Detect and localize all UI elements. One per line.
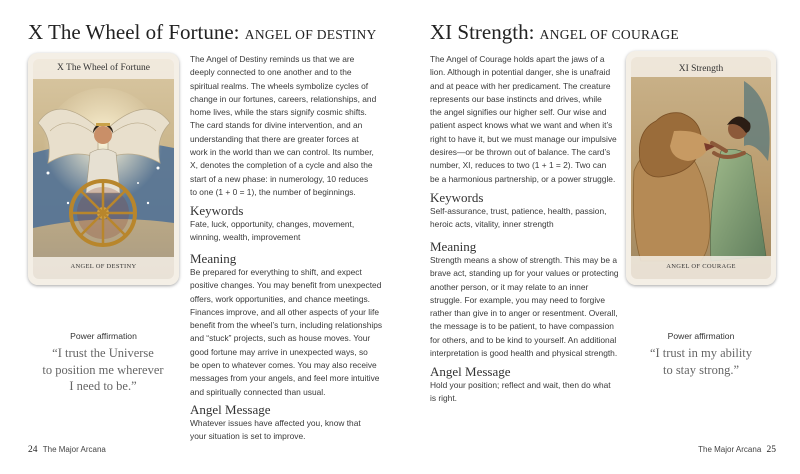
left-keywords-heading: Keywords [190,203,244,218]
card-title-label: X The Wheel of Fortune [56,63,151,73]
right-affirmation-quote: “I trust in my ability to stay strong.” [649,346,753,377]
right-page-footer [686,445,776,455]
left-angel-message-heading: Angel Message [190,402,271,417]
right-keywords-heading: Keywords [430,190,484,205]
right-page-number: 25 [766,445,776,455]
right-keywords-text: Self-assurance, trust, patience, health, passion, heroic acts, vitality, inner strength [430,206,607,230]
right-footer-section: The Major Arcana [698,445,762,454]
left-angel-message-text: Whatever issues have affected you, know that your situation is set to improve. [190,418,361,442]
right-meaning-text: Strength means a show of strength. This may be a brave act, standing up for your values or protecting another person, or it may relate to an inner struggle. For example, you may need to forgive rather than give in to anger or resentment. Overall, the message is to be patient, to have compassion for others, and to be kind to yourself. An additional interpretation is good health and physical strength. [430,255,619,359]
left-meaning-heading: Meaning [190,251,237,266]
left-title-main: X The Wheel of Fortune: [28,20,240,44]
left-footer-section: The Major Arcana [42,445,106,454]
left-page-footer [28,445,106,455]
right-affirmation-label: Power affirmation [667,331,735,341]
left-page-number: 24 [28,445,38,455]
card-bottom-label: ANGEL OF COURAGE [666,263,736,270]
left-keywords-text: Fate, luck, opportunity, changes, movement, winning, wealth, improvement [190,219,355,243]
right-title-main: XI Strength: [430,20,535,44]
left-title-subtitle: ANGEL OF DESTINY [244,27,377,42]
card-title-label: XI Strength [678,64,724,74]
card-bottom-label: ANGEL OF DESTINY [70,263,137,270]
wheel-of-fortune-card [28,53,179,285]
left-page-title [28,20,377,47]
right-intro-paragraph: The Angel of Courage holds apart the jaws of a lion. Although in potential danger, she is unafraid and at peace with her predicament. The creature represents our base instincts and drives, while the angel signifies our higher self. Our wise and patient aspect knows what we want and when it’s right to have it, but we must manage our impulsive desires—or be thrown out of balance. The card’s number, XI, reduces to two (1 + 1 = 2). Two can be a harmonious partnership, or a power struggle. [430,54,617,184]
left-affirmation-label: Power affirmation [70,331,137,341]
right-angel-message-heading: Angel Message [430,364,511,379]
left-intro-paragraph: The Angel of Destiny reminds us that we are deeply connected to one another and to the spiritual realms. The wheels symbolize cycles of change in our fortunes, careers, relationships, and home lives, while the stars signify cosmic shifts. The card stands for divine intervention, and an understanding that there are greater forces at work in the world than we can control. Its number, X, denotes the completion of a cycle and also the start of a new phase: in numerology, 10 reduces to one (1 + 0 = 1), the number of beginnings. [190,54,377,197]
right-title-subtitle: ANGEL OF COURAGE [539,27,679,42]
strength-illustration [626,51,776,285]
left-affirmation-quote: “I trust the Universe to position me wherever I need to be.” [42,346,164,393]
right-page-title [430,20,679,47]
right-meaning-heading: Meaning [430,239,477,254]
right-angel-message-text: Hold your position; reflect and wait, then do what is right. [430,380,611,404]
wheel-of-fortune-illustration [28,53,179,285]
left-meaning-text: Be prepared for everything to shift, and expect positive changes. You may benefit from unexpected offers, work opportunities, and chance meetings. Finances improve, and all other aspects of your life benefit from the wheel’s turn, including relationships and “stuck” projects, such as house moves. Your good fortune may arrive in unexpected ways, so be open to whatever comes. You may also receive messages from your angels, and feel more intuitive and spiritually connected than usual. [190,267,383,397]
strength-card [626,51,776,285]
